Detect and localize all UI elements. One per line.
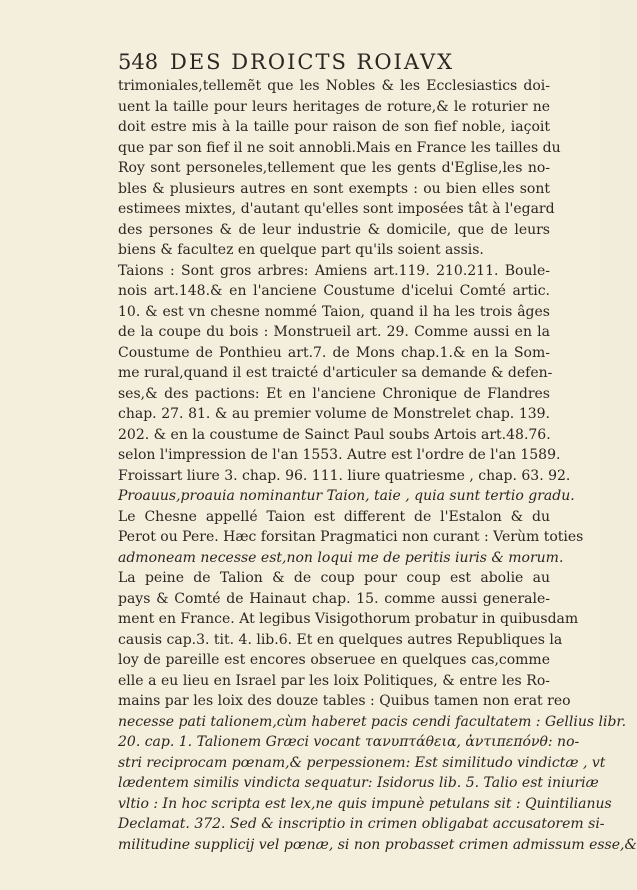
text-line: doit estre mis à la taille pour raison de son fief noble, iaçoit	[118, 119, 550, 135]
text-line: bles & plusieurs autres en sont exempts : ou bien elles sont	[118, 180, 550, 197]
text-line: ses,& des pactions: Et en l'anciene Chronique de Flandres	[118, 385, 550, 402]
text-line: de la coupe du bois : Monstrueil art. 29. Comme aussi en la	[118, 324, 550, 340]
text-line: biens & facultez en quelque part qu'ils soient assis.	[118, 242, 484, 258]
text-line: loy de pareille est encores obseruee en quelques cas,comme	[118, 652, 550, 668]
page-number: 548	[118, 50, 159, 74]
paragraph-taions	[118, 261, 584, 569]
text-line: trimoniales,tellemẽt que les Nobles & les Ecclesiastics doi-	[118, 78, 550, 94]
text-line: Froissart liure 3. chap. 96. 111. liure quatriesme , chap. 63. 92.	[118, 467, 571, 484]
text-line: Declamat. 372. Sed & inscriptio in crimen obligabat accusatorem si-	[118, 816, 605, 832]
text-line: Le Chesne appellé Taion est different de l'Estalon & du	[118, 508, 550, 525]
text-line: que par son fief il ne soit annobli.Mais en France les tailles du	[118, 139, 561, 156]
text-line: 10. & est vn chesne nommé Taion, quand il ha les trois âges	[118, 303, 550, 320]
text-line: pays & Comté de Hainaut chap. 15. comme aussi generale-	[118, 590, 550, 607]
page-header	[118, 50, 540, 76]
text-line: selon l'impression de l'an 1553. Autre est l'ordre de l'an 1589.	[118, 447, 561, 463]
text-line: uent la taille pour leurs heritages de roture,& le roturier ne	[118, 98, 550, 115]
text-line: Taions : Sont gros arbres: Amiens art.119. 210.211. Boule-	[118, 262, 550, 279]
text-line: estimees mixtes, d'autant qu'elles sont imposées tât à l'egard	[118, 201, 555, 217]
text-line: elle a eu lieu en Israel par les loix Politiques, & entre les Ro-	[118, 672, 550, 689]
text-line: 20. cap. 1. Talionem Græci vocant τανυπτάθεια, ἀντιπεπόνθ: no-	[118, 734, 580, 750]
page-body	[118, 76, 637, 855]
text-line: necesse pati talionem,cùm haberet pacis cendi facultatem : Gellius libr.	[118, 713, 627, 730]
text-line: lædentem similis vindicta sequatur: Isidorus lib. 5. Talio est iniuriæ	[118, 775, 599, 791]
running-title: DES DROICTS ROIAVX	[170, 50, 455, 74]
text-line: La peine de Talion & de coup pour coup est abolie au	[118, 570, 550, 586]
text-line: 202. & en la coustume de Sainct Paul soubs Artois art.48.76.	[118, 426, 551, 443]
text-line: me rural,quand il est traicté d'articuler sa demande & defen-	[118, 365, 553, 381]
text-line: causis cap.3. tit. 4. lib.6. Et en quelques autres Republiques la	[118, 631, 563, 648]
text-line: Roy sont personeles,tellement que les gents d'Eglise,les no-	[118, 160, 550, 176]
text-line: mains par les loix des douze tables : Quibus tamen non erat reo	[118, 693, 571, 709]
text-line: Proauus,proauia nominantur Taion, taie , quia sunt tertio gradu.	[118, 488, 575, 504]
text-line: vltio : In hoc scripta est lex,ne quis impunè petulans sit : Quintilianus	[118, 795, 612, 812]
text-line: ment en France. At legibus Visigothorum probatur in quibusdam	[118, 611, 579, 627]
paragraph-tailles	[118, 76, 561, 261]
text-line: Perot ou Pere. Hæc forsitan Pragmatici non curant : Verùm toties	[118, 529, 584, 545]
text-line: militudine supplicij vel pœnæ, si non probasset crimen admissum esse,&	[118, 836, 637, 853]
text-line: nois art.148.& en l'anciene Coustume d'icelui Comté artic.	[118, 283, 550, 299]
text-line: Coustume de Ponthieu art.7. de Mons chap.1.& en la Som-	[118, 344, 550, 361]
text-line: des persones & de leur industrie & domicile, que de leurs	[118, 221, 550, 238]
text-line: stri reciprocam pœnam,& perpessionem: Est similitudo vindictæ , vt	[118, 754, 606, 771]
text-line: admoneam necesse est,non loqui me de peritis iuris & morum.	[118, 549, 564, 566]
paragraph-talion	[118, 568, 637, 855]
text-line: chap. 27. 81. & au premier volume de Monstrelet chap. 139.	[118, 406, 550, 422]
